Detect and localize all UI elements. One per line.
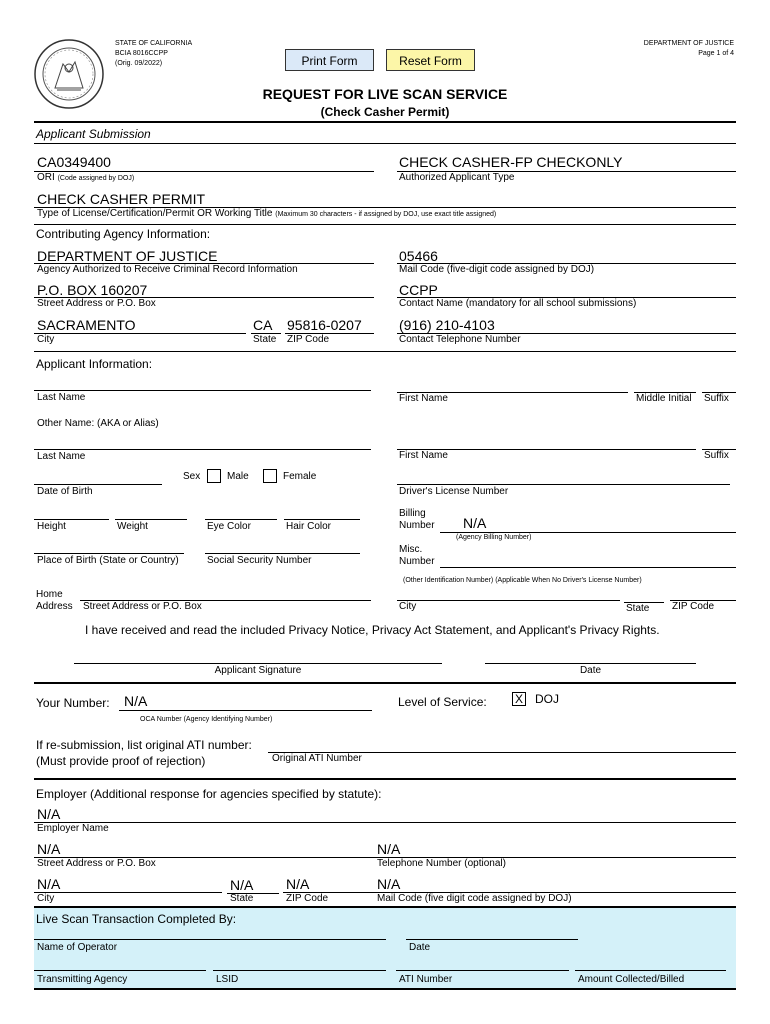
your-number-value[interactable]: N/A — [124, 693, 148, 709]
sex-label: Sex — [183, 471, 201, 482]
employer-heading: Employer (Additional response for agencies specified by statute): — [36, 787, 382, 801]
applicant-signature-label: Applicant Signature — [214, 665, 302, 676]
drivers-license-label: Driver's License Number — [399, 486, 509, 497]
operator-name-label: Name of Operator — [37, 942, 118, 953]
height-input[interactable] — [34, 519, 109, 520]
suffix-label: Suffix — [704, 393, 729, 404]
hair-color-input[interactable] — [284, 519, 360, 520]
ati-number-input[interactable] — [396, 970, 569, 971]
transmitting-agency-label: Transmitting Agency — [37, 974, 128, 985]
mail-code-value[interactable]: 05466 — [399, 248, 438, 264]
home-city-input[interactable] — [397, 600, 620, 601]
agency-street-label: Street Address or P.O. Box — [37, 298, 156, 309]
female-label: Female — [283, 471, 317, 482]
signature-date-label: Date — [579, 665, 602, 676]
billing-number-label: Billing Number — [399, 508, 435, 531]
other-name-label: Other Name: (AKA or Alias) — [37, 418, 159, 429]
agency-label: Agency Authorized to Receive Criminal Record Information — [37, 264, 298, 275]
hair-color-label: Hair Color — [286, 521, 332, 532]
employer-street-value[interactable]: N/A — [37, 841, 61, 857]
employer-mail-code-label: Mail Code (five digit code assigned by DOJ) — [377, 893, 572, 904]
contributing-heading: Contributing Agency Information: — [36, 227, 211, 241]
agency-city-value[interactable]: SACRAMENTO — [37, 317, 136, 333]
live-scan-date-label: Date — [409, 942, 431, 953]
form-title: REQUEST FOR LIVE SCAN SERVICE — [262, 86, 508, 102]
male-checkbox[interactable] — [207, 469, 221, 483]
misc-number-label: Misc. Number — [399, 544, 435, 567]
last-name-label: Last Name — [37, 392, 86, 403]
doj-checkbox[interactable]: X — [512, 692, 526, 706]
aka-last-name-label: Last Name — [37, 451, 86, 462]
agency-phone-label: Contact Telephone Number — [399, 334, 521, 345]
home-city-label: City — [399, 601, 417, 612]
resubmission-label: If re-submission, list original ATI number: (Must provide proof of rejection) — [36, 738, 252, 768]
eye-color-label: Eye Color — [207, 521, 251, 532]
misc-number-note: (Other Identification Number) (Applicable When No Driver's License Number) — [403, 577, 642, 584]
misc-number-input[interactable] — [440, 567, 736, 568]
agency-city-label: City — [37, 334, 55, 345]
doj-option-label: DOJ — [535, 692, 559, 706]
contact-value[interactable]: CCPP — [399, 282, 438, 298]
ori-label: ORI (Code assigned by DOJ) — [37, 172, 135, 183]
employer-name-label: Employer Name — [37, 823, 109, 834]
your-number-label: Your Number: — [36, 696, 110, 710]
home-address-label: Home Address — [36, 589, 73, 612]
employer-name-value[interactable]: N/A — [37, 806, 61, 822]
lsid-input[interactable] — [213, 970, 386, 971]
agency-zip-value[interactable]: 95816-0207 — [287, 317, 362, 333]
aka-first-name-label: First Name — [399, 450, 448, 461]
employer-street-label: Street Address or P.O. Box — [37, 858, 156, 869]
amount-label: Amount Collected/Billed — [578, 974, 685, 985]
employer-city-value[interactable]: N/A — [37, 876, 61, 892]
agency-state-value[interactable]: CA — [253, 317, 273, 333]
home-street-label: Street Address or P.O. Box — [83, 601, 202, 612]
agency-phone-value[interactable]: (916) 210-4103 — [399, 317, 495, 333]
ssn-label: Social Security Number — [207, 555, 312, 566]
ssn-input[interactable] — [205, 553, 360, 554]
employer-phone-label: Telephone Number (optional) — [377, 858, 506, 869]
height-label: Height — [37, 521, 66, 532]
form-subtitle: (Check Casher Permit) — [320, 105, 450, 119]
contact-label: Contact Name (mandatory for all school submissions) — [399, 298, 637, 309]
home-state-label: State — [626, 603, 650, 614]
weight-input[interactable] — [115, 519, 187, 520]
agency-street-value[interactable]: P.O. BOX 160207 — [37, 282, 148, 298]
agency-value[interactable]: DEPARTMENT OF JUSTICE — [37, 248, 218, 264]
lsid-label: LSID — [216, 974, 239, 985]
license-type-label: Type of License/Certification/Permit OR Working Title (Maximum 30 characters - if assigned by DOJ, use exact title assigned) — [37, 208, 497, 219]
applicant-signature-input[interactable] — [74, 663, 442, 664]
form-orig: (Orig. 09/2022) — [115, 60, 163, 67]
department-label: DEPARTMENT OF JUSTICE — [643, 40, 734, 47]
live-scan-date-input[interactable] — [406, 939, 578, 940]
authorized-type-value[interactable]: CHECK CASHER-FP CHECKONLY — [399, 154, 623, 170]
state-label: STATE OF CALIFORNIA — [115, 40, 193, 47]
first-name-label: First Name — [399, 393, 448, 404]
mail-code-label: Mail Code (five-digit code assigned by DOJ) — [399, 264, 595, 275]
page-number: Page 1 of 4 — [698, 50, 734, 57]
dob-label: Date of Birth — [37, 486, 93, 497]
employer-city-label: City — [37, 893, 55, 904]
agency-state-label: State — [253, 334, 277, 345]
drivers-license-input[interactable] — [397, 484, 730, 485]
amount-input[interactable] — [575, 970, 726, 971]
employer-phone-value[interactable]: N/A — [377, 841, 401, 857]
employer-zip-value[interactable]: N/A — [286, 876, 310, 892]
live-scan-heading: Live Scan Transaction Completed By: — [36, 912, 237, 926]
agency-zip-label: ZIP Code — [287, 334, 330, 345]
level-of-service-label: Level of Service: — [398, 695, 487, 709]
billing-number-value[interactable]: N/A — [463, 515, 487, 531]
oca-number-note: OCA Number (Agency Identifying Number) — [140, 716, 273, 723]
last-name-input[interactable] — [34, 390, 371, 391]
applicant-heading: Applicant Information: — [36, 357, 153, 371]
home-zip-label: ZIP Code — [672, 601, 715, 612]
female-checkbox[interactable] — [263, 469, 277, 483]
male-label: Male — [227, 471, 249, 482]
operator-name-input[interactable] — [34, 939, 386, 940]
employer-state-label: State — [230, 893, 254, 904]
original-ati-label: Original ATI Number — [272, 753, 362, 764]
transmitting-agency-input[interactable] — [34, 970, 206, 971]
dob-input[interactable] — [34, 484, 162, 485]
middle-initial-label: Middle Initial — [636, 393, 692, 404]
section-applicant-submission: Applicant Submission — [36, 127, 151, 141]
place-of-birth-input[interactable] — [34, 553, 184, 554]
aka-last-name-input[interactable] — [34, 449, 371, 450]
license-type-value[interactable]: CHECK CASHER PERMIT — [37, 191, 206, 207]
employer-zip-label: ZIP Code — [286, 893, 329, 904]
employer-state-value[interactable]: N/A — [230, 877, 254, 893]
reset-form-button[interactable]: Reset Form — [386, 49, 475, 71]
print-form-button[interactable]: Print Form — [285, 49, 374, 71]
ati-number-label: ATI Number — [399, 974, 453, 985]
signature-date-input[interactable] — [485, 663, 696, 664]
place-of-birth-label: Place of Birth (State or Country) — [37, 555, 179, 566]
authorized-type-label: Authorized Applicant Type — [399, 172, 515, 183]
weight-label: Weight — [117, 521, 148, 532]
privacy-statement: I have received and read the included Privacy Notice, Privacy Act Statement, and Applicant's Privacy Rights. — [85, 623, 660, 637]
aka-suffix-label: Suffix — [704, 450, 729, 461]
form-id: BCIA 8016CCPP — [115, 50, 168, 57]
billing-number-note: (Agency Billing Number) — [456, 534, 532, 541]
eye-color-input[interactable] — [205, 519, 277, 520]
employer-mail-code-value[interactable]: N/A — [377, 876, 401, 892]
ori-value[interactable]: CA0349400 — [37, 154, 111, 170]
